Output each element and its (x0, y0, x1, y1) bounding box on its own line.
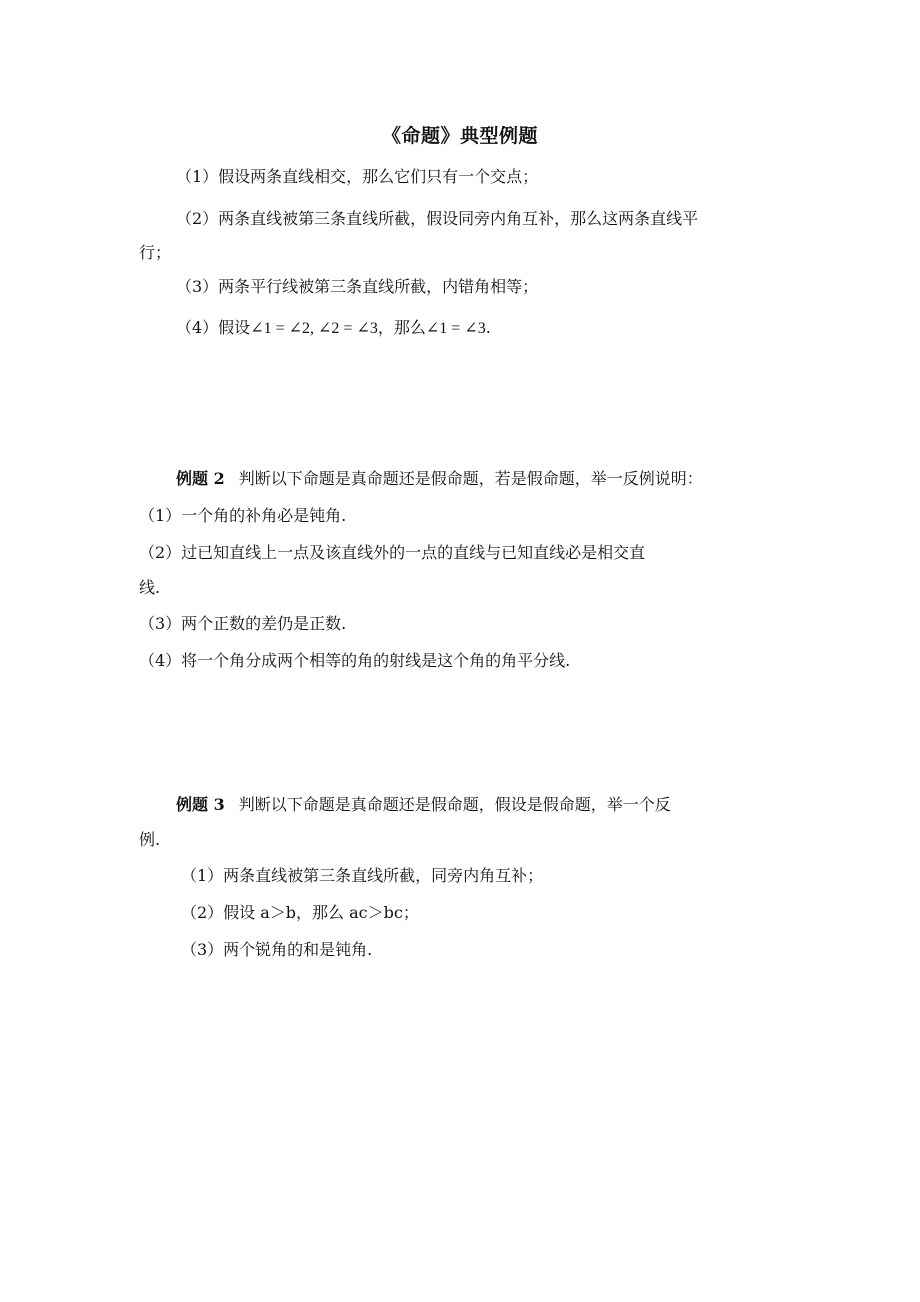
example2-item-2: （2）过已知直线上一点及该直线外的一点的直线与已知直线必是相交直 (139, 543, 646, 562)
example1-item-4-mid: ，那么 (377, 318, 426, 337)
example3-item-3: （3）两个锐角的和是钝角. (181, 940, 373, 959)
example3-prompt: 判断以下命题是真命题还是假命题，假设是假命题，举一个反 (238, 795, 671, 814)
example2-prompt: 判断以下命题是真命题还是假命题，若是假命题，举一反例说明： (238, 469, 703, 488)
example3-label: 例题 3 (176, 795, 225, 814)
example2-item-1: （1）一个角的补角必是钝角. (139, 506, 347, 525)
example2-item-3: （3）两个正数的差仍是正数. (139, 614, 347, 633)
example2-heading (176, 469, 703, 489)
example1-item-4-suffix: . (485, 318, 491, 337)
example3-prompt-cont: 例. (139, 830, 161, 849)
example1-item-4-math-conclusion: ∠1 = ∠3 (425, 320, 486, 337)
example3-item-1: （1）两条直线被第三条直线所截，同旁内角互补； (181, 866, 544, 885)
example2-item-4: （4）将一个角分成两个相等的角的射线是这个角的角平分线. (139, 651, 571, 670)
example1-item-4-math-condition: ∠1 = ∠2, ∠2 = ∠3 (250, 320, 378, 337)
example1-item-4 (176, 318, 491, 339)
example1-item-2: （2）两条直线被第三条直线所截，假设同旁内角互补，那么这两条直线平 (176, 209, 699, 228)
example1-item-2-cont: 行； (139, 243, 172, 262)
document-title: 《命题》典型例题 (381, 125, 538, 147)
example1-item-4-prefix: （4）假设 (176, 318, 251, 337)
example1-item-3: （3）两条平行线被第三条直线所截，内错角相等； (176, 277, 539, 296)
example1-item-1: （1）假设两条直线相交，那么它们只有一个交点； (176, 167, 539, 186)
example2-label: 例题 2 (176, 469, 225, 488)
example3-heading (176, 795, 671, 815)
example3-item-2: （2）假设 a＞b，那么 ac＞bc； (181, 903, 419, 922)
example2-item-2-cont: 线. (139, 578, 161, 597)
